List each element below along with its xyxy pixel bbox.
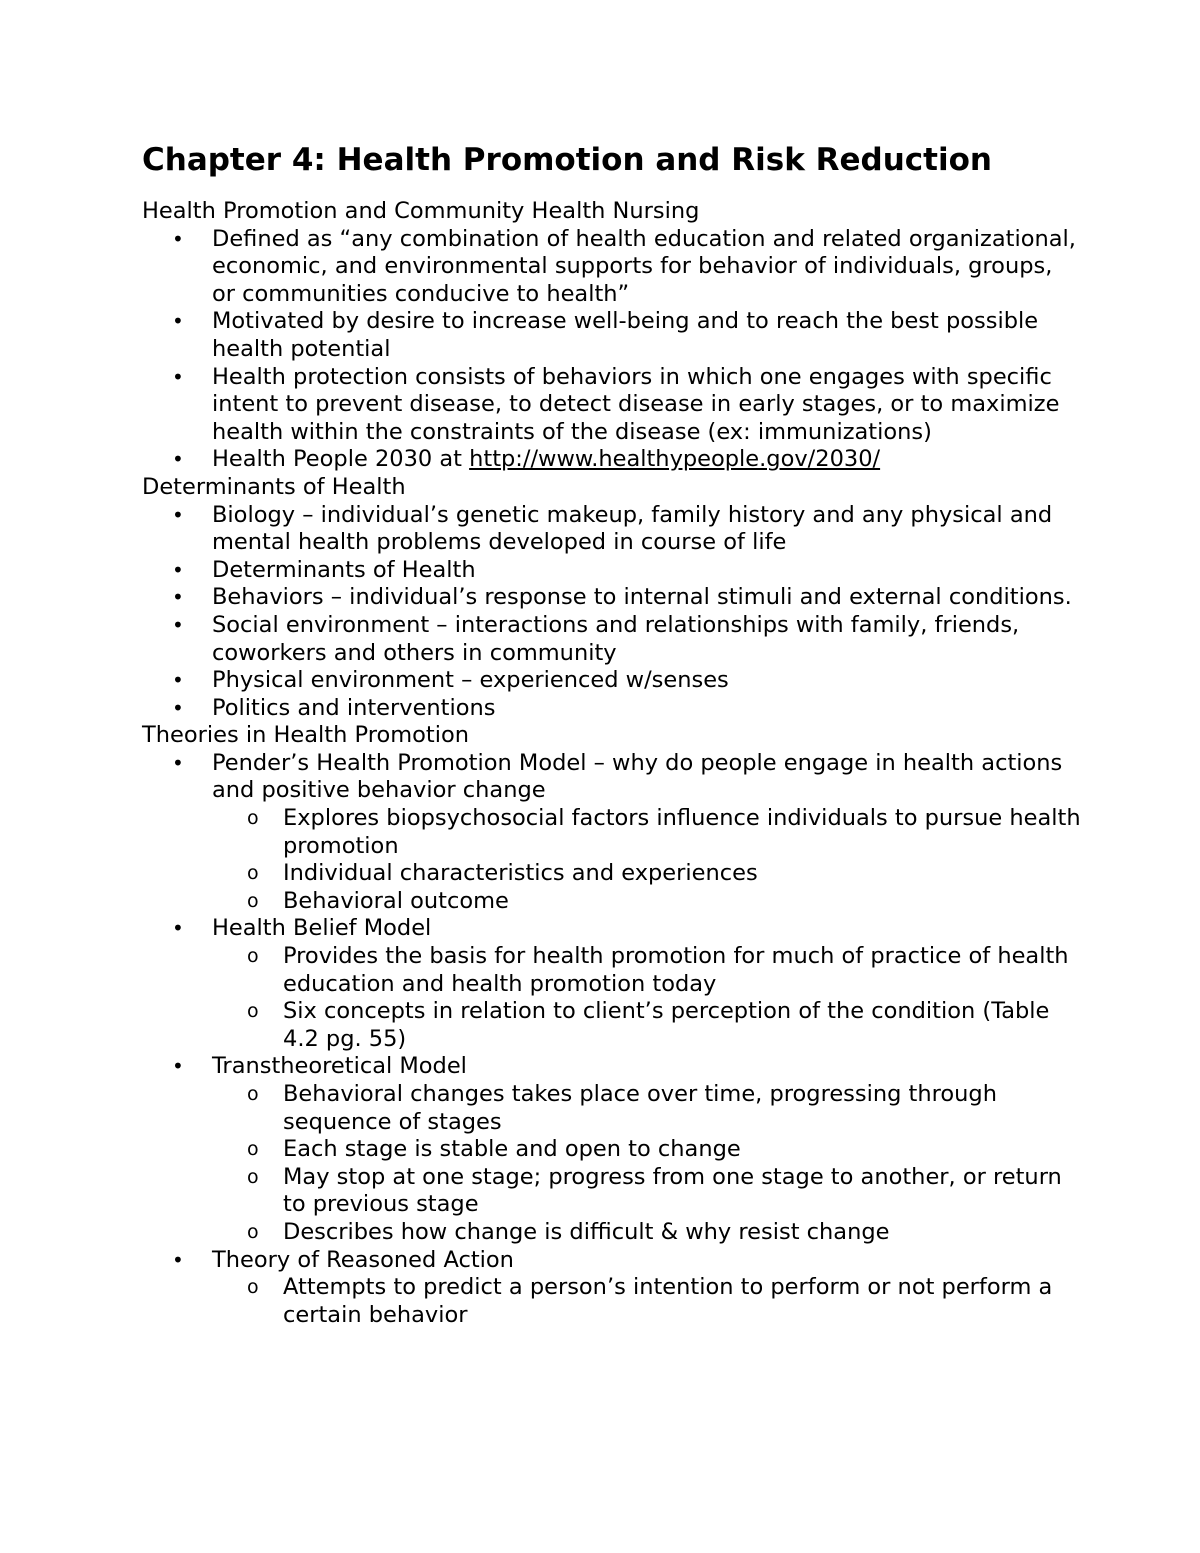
list-item-text: Health Belief Model <box>212 915 432 942</box>
list-item-text: Theory of Reasoned Action <box>212 1246 514 1273</box>
sub-bullet-list <box>212 1081 1082 1247</box>
circle-bullet-icon: o <box>247 862 259 885</box>
sub-list-item-text: Provides the basis for health promotion for much of practice of health education and health promotion today <box>283 943 1069 997</box>
section-theories <box>142 722 1082 1329</box>
sub-list-item-text: Each stage is stable and open to change <box>283 1136 741 1163</box>
list-item-text: Physical environment – experienced w/senses <box>212 667 729 694</box>
sub-list-item-text: Behavioral changes takes place over time, progressing through sequence of stages <box>283 1081 997 1135</box>
sub-list-item-text: Attempts to predict a person’s intention to perform or not perform a certain behavior <box>283 1274 1053 1328</box>
sub-bullet-list <box>212 943 1082 1053</box>
list-item-text: Motivated by desire to increase well-being and to reach the best possible health potential <box>212 308 1039 362</box>
list-item-text: Defined as “any combination of health education and related organizational, economic, and environmental supports for behavior of individuals, groups, or communities conducive to health” <box>212 225 1076 307</box>
sub-list-item-text: Individual characteristics and experiences <box>283 860 758 887</box>
bullet-list <box>142 750 1082 1329</box>
sub-list-item <box>212 1164 1082 1219</box>
list-item <box>142 612 1082 667</box>
section-heading: Theories in Health Promotion <box>142 722 470 749</box>
circle-bullet-icon: o <box>247 945 259 968</box>
section-health-promotion <box>142 198 1082 474</box>
sub-list-item <box>212 1136 1082 1164</box>
list-item-text: Transtheoretical Model <box>212 1053 467 1080</box>
section-heading: Health Promotion and Community Health Nursing <box>142 198 700 224</box>
circle-bullet-icon: o <box>247 1220 259 1243</box>
circle-bullet-icon: o <box>247 1165 259 1188</box>
sub-list-item <box>212 888 1082 916</box>
sub-list-item <box>212 1081 1082 1136</box>
list-item <box>142 502 1082 557</box>
list-item <box>142 364 1082 447</box>
list-item-text: Pender’s Health Promotion Model – why do people engage in health actions and positive behavior change <box>212 749 1063 804</box>
list-item <box>142 446 1082 474</box>
list-item <box>142 1053 1082 1246</box>
bullet-icon: • <box>172 226 184 251</box>
list-item <box>142 695 1082 723</box>
sub-list-item <box>212 998 1082 1053</box>
circle-bullet-icon: o <box>247 807 259 830</box>
bullet-icon: • <box>172 668 184 693</box>
bullet-icon: • <box>172 447 184 472</box>
bullet-icon: • <box>172 1054 184 1079</box>
list-item <box>142 557 1082 585</box>
list-item <box>142 308 1082 363</box>
bullet-icon: • <box>172 557 184 582</box>
healthy-people-link[interactable]: http://www.healthypeople.gov/2030/ <box>469 446 881 473</box>
sub-list-item-text: Six concepts in relation to client’s perception of the condition (Table 4.2 pg. 55) <box>283 998 1050 1052</box>
list-item-text: Health protection consists of behaviors in which one engages with specific intent to prevent disease, to detect disease in early stages, or to maximize health within the constraints of the disease (ex: immunizations) <box>212 363 1060 445</box>
list-item <box>142 226 1082 309</box>
sub-bullet-list <box>212 1274 1082 1329</box>
sub-list-item-text: May stop at one stage; progress from one stage to another, or return to previous stage <box>283 1163 1062 1218</box>
bullet-icon: • <box>172 585 184 610</box>
sub-list-item <box>212 1219 1082 1247</box>
sub-list-item <box>212 860 1082 888</box>
bullet-icon: • <box>172 695 184 720</box>
bullet-icon: • <box>172 612 184 637</box>
sub-list-item <box>212 943 1082 998</box>
list-item-text: Health People 2030 at <box>212 446 470 473</box>
bullet-list <box>142 502 1082 723</box>
list-item <box>142 584 1082 612</box>
bullet-icon: • <box>172 502 184 527</box>
circle-bullet-icon: o <box>247 1083 259 1105</box>
list-item-text: Behaviors – individual’s response to internal stimuli and external conditions. <box>212 584 1072 611</box>
circle-bullet-icon: o <box>247 1138 259 1161</box>
section-heading: Determinants of Health <box>142 473 406 500</box>
list-item-text: Social environment – interactions and relationships with family, friends, coworkers and others in community <box>212 611 1020 666</box>
list-item-text: Politics and interventions <box>212 694 496 721</box>
sub-list-item <box>212 1274 1082 1329</box>
bullet-icon: • <box>172 750 184 775</box>
list-item <box>142 915 1082 1053</box>
sub-list-item-text: Behavioral outcome <box>283 887 509 914</box>
sub-list-item-text: Explores biopsychosocial factors influence individuals to pursue health promotion <box>283 805 1081 859</box>
document-page <box>142 138 1082 1329</box>
sub-bullet-list <box>212 805 1082 915</box>
list-item <box>142 667 1082 695</box>
section-determinants <box>142 474 1082 722</box>
list-item <box>142 1247 1082 1330</box>
list-item-text: Biology – individual’s genetic makeup, family history and any physical and mental health problems developed in course of life <box>212 501 1053 556</box>
bullet-icon: • <box>172 364 184 389</box>
list-item-text: Determinants of Health <box>212 556 476 583</box>
circle-bullet-icon: o <box>247 1000 259 1023</box>
bullet-icon: • <box>172 916 184 941</box>
bullet-list <box>142 226 1082 474</box>
circle-bullet-icon: o <box>247 1276 259 1299</box>
bullet-icon: • <box>172 1247 184 1272</box>
sub-list-item <box>212 805 1082 860</box>
sub-list-item-text: Describes how change is difficult & why resist change <box>283 1218 890 1245</box>
document-title: Chapter 4: Health Promotion and Risk Reduction <box>142 142 992 178</box>
bullet-icon: • <box>172 309 184 334</box>
circle-bullet-icon: o <box>247 889 259 912</box>
list-item <box>142 750 1082 916</box>
